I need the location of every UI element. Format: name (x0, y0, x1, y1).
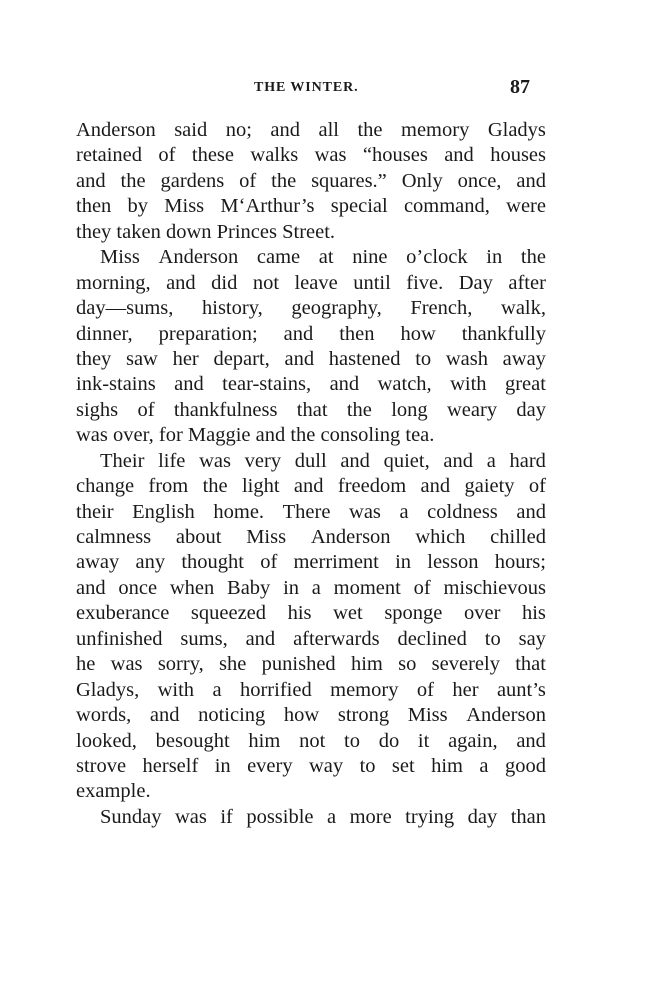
text-line: away any thought of merriment in lesson hours; (76, 551, 546, 574)
page-number: 87 (510, 76, 530, 98)
text-line: looked, besought him not to do it again, and (76, 729, 546, 752)
text-line: he was sorry, she punished him so severely that (76, 653, 546, 676)
text-line: sighs of thankfulness that the long weary day (76, 398, 546, 421)
text-line: they saw her depart, and hastened to wash away (76, 347, 546, 370)
text-line: ink-stains and tear-stains, and watch, with great (76, 373, 546, 396)
text-line: retained of these walks was “houses and houses (76, 144, 546, 167)
text-line: dinner, preparation; and then how thankfully (76, 322, 546, 345)
text-line: they taken down Princes Street. (76, 220, 336, 243)
running-head (0, 76, 656, 100)
text-line: calmness about Miss Anderson which chilled (76, 526, 546, 548)
text-line: day—sums, history, geography, French, walk, (76, 297, 546, 320)
text-line: then by Miss M‘Arthur’s special command, were (76, 195, 546, 218)
text-line: strove herself in every way to set him a good (76, 754, 546, 777)
text-line: Sunday was if possible a more trying day than (100, 805, 546, 828)
text-line: Miss Anderson came at nine o’clock in the (100, 246, 546, 269)
text-line: Their life was very dull and quiet, and a hard (100, 449, 546, 472)
text-line: Gladys, with a horrified memory of her aunt’s (76, 678, 546, 701)
text-line: their English home. There was a coldness and (76, 500, 546, 523)
text-line: unfinished sums, and afterwards declined to say (76, 627, 546, 650)
text-line: change from the light and freedom and gaiety of (76, 475, 546, 498)
text-line: and once when Baby in a moment of mischievous (76, 576, 546, 599)
text-line: and the gardens of the squares.” Only once, and (76, 169, 546, 192)
text-line: was over, for Maggie and the consoling tea. (76, 424, 435, 447)
running-title: THE WINTER. (254, 80, 359, 95)
text-line: Anderson said no; and all the memory Gladys (76, 119, 546, 141)
text-line: words, and noticing how strong Miss Anderson (76, 704, 546, 727)
text-line: example. (76, 780, 151, 803)
text-line: exuberance squeezed his wet sponge over his (76, 602, 546, 625)
text-line: morning, and did not leave until five. Day after (76, 271, 546, 294)
body-text (76, 118, 546, 830)
